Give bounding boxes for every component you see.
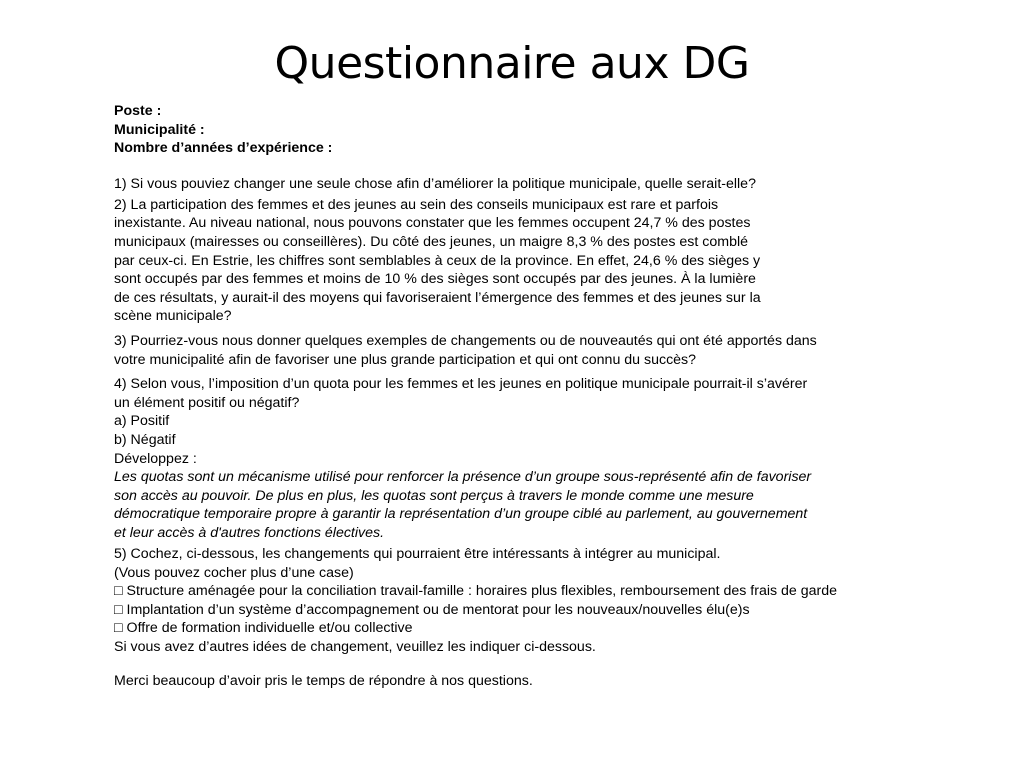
question-4-line: un élément positif ou négatif? [114,394,300,411]
question-2-line: municipaux (mairesses ou conseillères). Du côté des jeunes, un maigre 8,3 % des postes est comblé [114,234,749,251]
checkbox-option [114,601,914,620]
checkbox-option [114,619,914,638]
slide-title: Questionnaire aux DG [274,38,750,89]
quota-note-line: Les quotas sont un mécanisme utilisé pour renforcer la présence d’un groupe sous-représenté afin de favoriser [114,469,812,486]
checkbox-option-label: Implantation d’un système d’accompagnement ou de mentorat pour les nouveaux/nouvelles élu(e)s [126,601,750,618]
quota-note-line: démocratique temporaire propre à garantir la représentation d’un groupe ciblé au parlement, au gouvernement [114,506,808,523]
quota-note-line: et leur accès à d'autres fonctions électives. [114,524,385,541]
option-positif: a) Positif [114,413,170,430]
checkbox-icon[interactable]: □ [114,583,123,600]
quota-note-line: son accès au pouvoir. De plus en plus, les quotas sont perçus à travers le monde comme une mesure [114,487,754,504]
question-2-line: inexistante. Au niveau national, nous pouvons constater que les femmes occupent 24,7 % des postes [114,215,751,232]
other-ideas-line: Si vous avez d’autres idées de changement, veuillez les indiquer ci-dessous. [114,639,596,656]
question-4 [114,375,914,542]
question-5-line: 5) Cochez, ci-dessous, les changements qui pourraient être intéressants à intégrer au municipal. [114,546,721,563]
checkbox-option-label: Structure aménagée pour la conciliation travail-famille : horaires plus flexibles, remboursement des frais de garde [126,583,838,600]
question-4-line: 4) Selon vous, l’imposition d’un quota pour les femmes et les jeunes en politique municipale pourrait-il s’avérer [114,376,808,393]
field-poste: Poste : [114,103,162,119]
field-municipalite: Municipalité : [114,121,205,138]
question-3-line: votre municipalité afin de favoriser une plus grande participation et qui ont connu du succès? [114,351,697,368]
thanks-line: Merci beaucoup d’avoir pris le temps de répondre à nos questions. [114,672,533,689]
checkbox-option-label: Offre de formation individuelle et/ou collective [126,620,413,637]
question-2-line: par ceux-ci. En Estrie, les chiffres sont semblables à ceux de la province. En effet, 24,6 % des sièges y [114,252,761,269]
option-negatif: b) Négatif [114,432,176,448]
question-1: 1) Si vous pouviez changer une seule chose afin d’améliorer la politique municipale, quelle serait-elle? [114,175,756,192]
checkbox-icon[interactable]: □ [114,620,123,637]
question-5 [114,545,914,657]
question-5-hint: (Vous pouvez cocher plus d’une case) [114,564,354,581]
question-2-line: scène municipale? [114,308,232,325]
question-3-line: 3) Pourriez-vous nous donner quelques exemples de changements ou de nouveautés qui ont été apportés dans [114,333,817,350]
question-3 [114,332,914,369]
field-experience: Nombre d’années d’expérience : [114,140,333,157]
checkbox-option [114,582,914,601]
question-2-line: de ces résultats, y aurait-il des moyens qui favoriseraient l’émergence des femmes et des jeunes sur la [114,289,761,306]
develop-label: Développez : [114,450,197,467]
question-2-line: 2) La participation des femmes et des jeunes au sein des conseils municipaux est rare et parfois [114,196,719,213]
question-2-line: sont occupés par des femmes et moins de 10 % des sièges sont occupés par des jeunes. À la lumière [114,271,756,288]
question-2 [114,196,914,326]
questionnaire-body [114,102,914,690]
checkbox-icon[interactable]: □ [114,601,123,618]
